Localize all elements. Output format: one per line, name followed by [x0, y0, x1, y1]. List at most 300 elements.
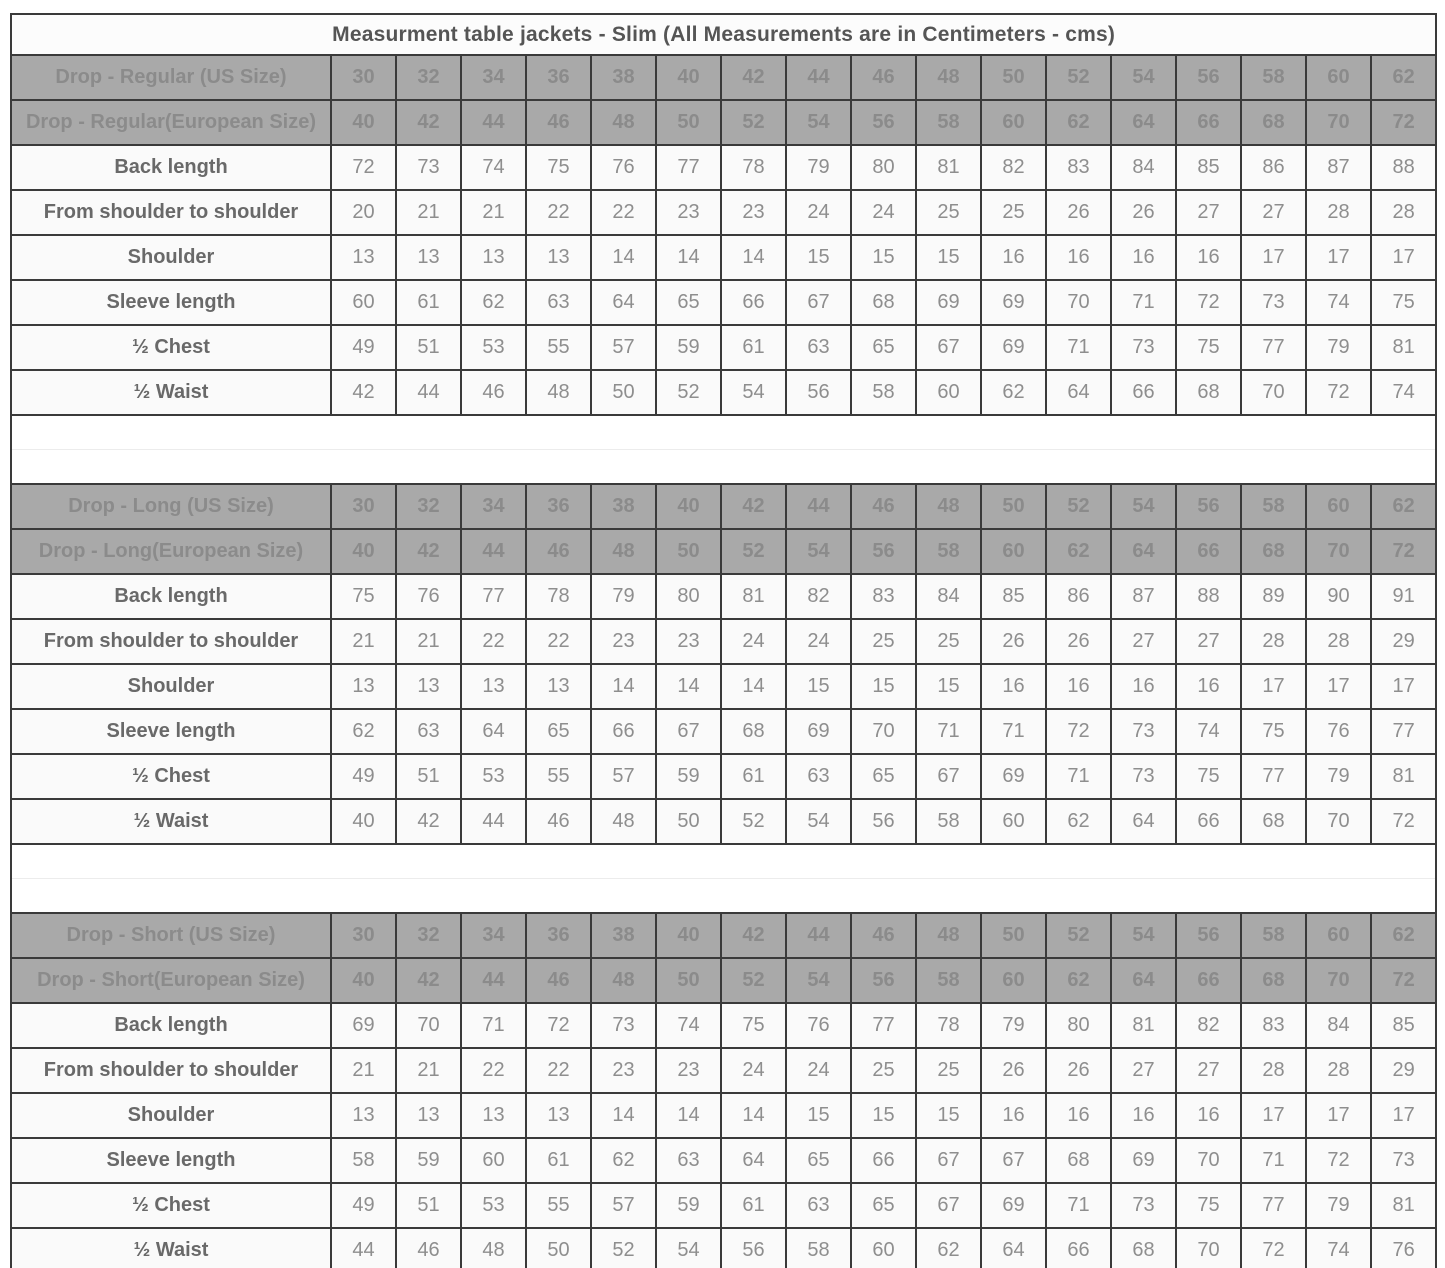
measurement-row: [11, 1138, 1436, 1183]
size-header-cell: 54: [786, 100, 851, 145]
measurement-value-cell: 55: [526, 1183, 591, 1228]
size-header-cell: 42: [721, 484, 786, 529]
size-header-cell: 48: [916, 484, 981, 529]
measurement-value-cell: 75: [526, 145, 591, 190]
measurement-value-cell: 66: [721, 280, 786, 325]
measurement-row-label: Back length: [11, 574, 331, 619]
measurement-value-cell: 22: [526, 619, 591, 664]
measurement-value-cell: 70: [1306, 799, 1371, 844]
measurement-row: [11, 235, 1436, 280]
measurement-value-cell: 72: [1241, 1228, 1306, 1268]
measurement-value-cell: 56: [721, 1228, 786, 1268]
measurement-value-cell: 74: [1371, 370, 1436, 415]
measurement-value-cell: 81: [721, 574, 786, 619]
size-header-cell: 42: [396, 958, 461, 1003]
measurement-value-cell: 16: [1046, 664, 1111, 709]
measurement-row: [11, 754, 1436, 799]
measurement-value-cell: 77: [1241, 754, 1306, 799]
measurement-value-cell: 61: [526, 1138, 591, 1183]
measurement-value-cell: 62: [1046, 799, 1111, 844]
measurement-value-cell: 13: [396, 235, 461, 280]
measurement-value-cell: 27: [1111, 1048, 1176, 1093]
measurement-value-cell: 81: [1371, 1183, 1436, 1228]
measurement-value-cell: 65: [786, 1138, 851, 1183]
measurement-value-cell: 61: [721, 325, 786, 370]
measurement-value-cell: 17: [1371, 664, 1436, 709]
measurement-value-cell: 13: [331, 235, 396, 280]
size-header-cell: 50: [656, 529, 721, 574]
measurement-value-cell: 17: [1371, 1093, 1436, 1138]
size-header-cell: 50: [981, 55, 1046, 100]
size-header-cell: 50: [656, 100, 721, 145]
measurement-value-cell: 52: [591, 1228, 656, 1268]
measurement-value-cell: 67: [786, 280, 851, 325]
size-header-cell: 54: [1111, 913, 1176, 958]
measurement-value-cell: 66: [1176, 799, 1241, 844]
measurement-value-cell: 49: [331, 754, 396, 799]
measurement-value-cell: 21: [396, 619, 461, 664]
measurement-value-cell: 57: [591, 754, 656, 799]
section-gap-row: [11, 450, 1436, 485]
measurement-value-cell: 70: [851, 709, 916, 754]
measurement-row: [11, 799, 1436, 844]
measurement-value-cell: 15: [851, 1093, 916, 1138]
size-header-cell: 62: [1046, 529, 1111, 574]
measurement-value-cell: 85: [1371, 1003, 1436, 1048]
measurement-value-cell: 55: [526, 325, 591, 370]
measurement-value-cell: 88: [1371, 145, 1436, 190]
size-header-cell: 58: [916, 529, 981, 574]
measurement-value-cell: 42: [396, 799, 461, 844]
measurement-value-cell: 72: [1306, 370, 1371, 415]
measurement-row: [11, 1003, 1436, 1048]
measurement-value-cell: 77: [656, 145, 721, 190]
measurement-row-label: ½ Waist: [11, 370, 331, 415]
measurement-value-cell: 16: [981, 1093, 1046, 1138]
measurement-value-cell: 57: [591, 1183, 656, 1228]
size-header-cell: 40: [331, 529, 396, 574]
measurement-value-cell: 50: [526, 1228, 591, 1268]
size-header-cell: 66: [1176, 958, 1241, 1003]
section-gap-row: [11, 844, 1436, 879]
measurement-value-cell: 14: [656, 664, 721, 709]
size-header-cell: 68: [1241, 100, 1306, 145]
measurement-value-cell: 61: [721, 1183, 786, 1228]
measurement-value-cell: 29: [1371, 619, 1436, 664]
measurement-value-cell: 14: [591, 235, 656, 280]
size-header-cell: 46: [851, 913, 916, 958]
table-title-row: [11, 14, 1436, 55]
size-header-cell: 62: [1371, 55, 1436, 100]
measurement-value-cell: 17: [1241, 1093, 1306, 1138]
measurement-value-cell: 65: [656, 280, 721, 325]
size-header-cell: 50: [981, 484, 1046, 529]
measurement-value-cell: 84: [916, 574, 981, 619]
measurement-value-cell: 81: [1371, 754, 1436, 799]
measurement-row-label: ½ Waist: [11, 1228, 331, 1268]
section-gap: [11, 415, 1436, 450]
measurement-value-cell: 22: [526, 190, 591, 235]
measurement-value-cell: 22: [461, 619, 526, 664]
measurement-value-cell: 13: [396, 1093, 461, 1138]
measurement-row: [11, 709, 1436, 754]
measurement-value-cell: 16: [1111, 1093, 1176, 1138]
measurement-value-cell: 13: [461, 235, 526, 280]
measurement-value-cell: 63: [786, 1183, 851, 1228]
measurement-value-cell: 46: [461, 370, 526, 415]
measurement-value-cell: 71: [1046, 1183, 1111, 1228]
measurement-value-cell: 69: [981, 280, 1046, 325]
size-header-cell: 40: [331, 958, 396, 1003]
size-header-cell: 72: [1371, 529, 1436, 574]
measurement-row: [11, 1048, 1436, 1093]
measurement-value-cell: 27: [1176, 1048, 1241, 1093]
measurement-value-cell: 24: [786, 190, 851, 235]
size-header-cell: 64: [1111, 958, 1176, 1003]
measurement-value-cell: 72: [331, 145, 396, 190]
measurement-value-cell: 65: [526, 709, 591, 754]
size-header-cell: 58: [1241, 913, 1306, 958]
measurement-value-cell: 60: [916, 370, 981, 415]
size-header-cell: 42: [396, 529, 461, 574]
measurement-value-cell: 44: [331, 1228, 396, 1268]
size-header-cell: 64: [1111, 100, 1176, 145]
size-header-cell: 40: [656, 55, 721, 100]
measurement-value-cell: 25: [851, 1048, 916, 1093]
section-header-label: Drop - Regular(European Size): [11, 100, 331, 145]
measurement-value-cell: 15: [786, 235, 851, 280]
size-header-cell: 62: [1371, 484, 1436, 529]
measurement-value-cell: 66: [851, 1138, 916, 1183]
size-header-cell: 58: [1241, 484, 1306, 529]
measurement-value-cell: 68: [1046, 1138, 1111, 1183]
measurement-value-cell: 73: [1111, 709, 1176, 754]
measurement-row-label: ½ Chest: [11, 754, 331, 799]
measurement-value-cell: 44: [396, 370, 461, 415]
size-header-cell: 60: [1306, 55, 1371, 100]
measurement-value-cell: 85: [981, 574, 1046, 619]
size-header-cell: 32: [396, 913, 461, 958]
size-header-cell: 40: [656, 484, 721, 529]
measurement-value-cell: 25: [981, 190, 1046, 235]
size-header-cell: 64: [1111, 529, 1176, 574]
measurement-value-cell: 56: [786, 370, 851, 415]
measurement-value-cell: 68: [721, 709, 786, 754]
size-header-cell: 56: [851, 529, 916, 574]
section-header-label: Drop - Long(European Size): [11, 529, 331, 574]
measurement-value-cell: 16: [1046, 235, 1111, 280]
size-header-cell: 54: [786, 958, 851, 1003]
size-header-cell: 32: [396, 55, 461, 100]
measurement-value-cell: 23: [656, 190, 721, 235]
measurement-value-cell: 63: [786, 754, 851, 799]
size-header-cell: 48: [591, 958, 656, 1003]
measurement-value-cell: 50: [591, 370, 656, 415]
measurement-value-cell: 69: [331, 1003, 396, 1048]
measurement-value-cell: 52: [656, 370, 721, 415]
measurement-row: [11, 1183, 1436, 1228]
measurement-value-cell: 71: [461, 1003, 526, 1048]
measurement-row-label: Back length: [11, 1003, 331, 1048]
size-header-cell: 38: [591, 55, 656, 100]
section-gap-row: [11, 879, 1436, 914]
measurement-value-cell: 70: [1241, 370, 1306, 415]
measurement-value-cell: 46: [526, 799, 591, 844]
measurement-value-cell: 91: [1371, 574, 1436, 619]
measurement-row-label: Sleeve length: [11, 280, 331, 325]
measurement-value-cell: 66: [1046, 1228, 1111, 1268]
measurement-value-cell: 61: [396, 280, 461, 325]
measurement-value-cell: 17: [1371, 235, 1436, 280]
measurement-row: [11, 280, 1436, 325]
measurement-value-cell: 13: [396, 664, 461, 709]
measurement-value-cell: 46: [396, 1228, 461, 1268]
measurement-value-cell: 61: [721, 754, 786, 799]
size-header-cell: 30: [331, 484, 396, 529]
measurement-row: [11, 325, 1436, 370]
measurement-value-cell: 23: [591, 619, 656, 664]
measurement-value-cell: 49: [331, 325, 396, 370]
measurement-value-cell: 89: [1241, 574, 1306, 619]
measurement-row-label: Shoulder: [11, 235, 331, 280]
measurement-row: [11, 1228, 1436, 1268]
measurement-value-cell: 21: [396, 1048, 461, 1093]
measurement-value-cell: 24: [786, 1048, 851, 1093]
measurement-value-cell: 74: [461, 145, 526, 190]
measurement-value-cell: 67: [916, 1183, 981, 1228]
measurement-value-cell: 24: [721, 1048, 786, 1093]
measurement-value-cell: 65: [851, 754, 916, 799]
size-header-cell: 60: [1306, 913, 1371, 958]
measurement-value-cell: 42: [331, 370, 396, 415]
measurement-value-cell: 72: [1306, 1138, 1371, 1183]
measurement-row-label: From shoulder to shoulder: [11, 1048, 331, 1093]
measurement-value-cell: 84: [1306, 1003, 1371, 1048]
measurement-value-cell: 67: [916, 1138, 981, 1183]
size-header-cell: 34: [461, 55, 526, 100]
size-header-cell: 70: [1306, 100, 1371, 145]
measurement-value-cell: 87: [1306, 145, 1371, 190]
measurement-value-cell: 65: [851, 1183, 916, 1228]
measurement-value-cell: 15: [851, 235, 916, 280]
measurement-value-cell: 87: [1111, 574, 1176, 619]
measurement-value-cell: 80: [1046, 1003, 1111, 1048]
measurement-row-label: ½ Waist: [11, 799, 331, 844]
measurement-value-cell: 77: [461, 574, 526, 619]
measurement-value-cell: 28: [1306, 619, 1371, 664]
measurement-value-cell: 71: [1111, 280, 1176, 325]
size-header-cell: 66: [1176, 100, 1241, 145]
measurement-value-cell: 64: [721, 1138, 786, 1183]
measurement-value-cell: 15: [786, 1093, 851, 1138]
size-header-cell: 56: [851, 958, 916, 1003]
section-header-row: [11, 913, 1436, 958]
measurement-row-label: Shoulder: [11, 1093, 331, 1138]
section-gap-row: [11, 415, 1436, 450]
measurement-value-cell: 60: [331, 280, 396, 325]
measurement-value-cell: 62: [331, 709, 396, 754]
size-header-cell: 48: [591, 529, 656, 574]
measurement-value-cell: 58: [851, 370, 916, 415]
measurement-value-cell: 68: [1176, 370, 1241, 415]
size-header-cell: 68: [1241, 958, 1306, 1003]
measurement-value-cell: 63: [396, 709, 461, 754]
measurement-value-cell: 48: [591, 799, 656, 844]
measurement-row-label: ½ Chest: [11, 1183, 331, 1228]
size-header-cell: 46: [851, 55, 916, 100]
size-header-cell: 60: [1306, 484, 1371, 529]
measurement-value-cell: 54: [656, 1228, 721, 1268]
size-header-cell: 30: [331, 55, 396, 100]
measurement-value-cell: 23: [656, 619, 721, 664]
measurement-value-cell: 64: [981, 1228, 1046, 1268]
size-header-cell: 52: [1046, 913, 1111, 958]
size-header-cell: 46: [526, 100, 591, 145]
size-header-cell: 48: [916, 55, 981, 100]
measurement-value-cell: 73: [1111, 325, 1176, 370]
measurement-value-cell: 16: [1046, 1093, 1111, 1138]
measurement-value-cell: 78: [721, 145, 786, 190]
measurement-value-cell: 51: [396, 754, 461, 799]
measurement-value-cell: 79: [1306, 325, 1371, 370]
measurement-table-body: [11, 14, 1436, 1268]
size-header-cell: 52: [721, 529, 786, 574]
measurement-value-cell: 53: [461, 325, 526, 370]
measurement-value-cell: 24: [851, 190, 916, 235]
measurement-value-cell: 85: [1176, 145, 1241, 190]
measurement-value-cell: 78: [526, 574, 591, 619]
measurement-value-cell: 22: [526, 1048, 591, 1093]
measurement-value-cell: 88: [1176, 574, 1241, 619]
measurement-row-label: Sleeve length: [11, 1138, 331, 1183]
measurement-value-cell: 17: [1306, 664, 1371, 709]
measurement-value-cell: 75: [1176, 1183, 1241, 1228]
measurement-value-cell: 72: [1176, 280, 1241, 325]
measurement-value-cell: 77: [851, 1003, 916, 1048]
size-header-cell: 72: [1371, 958, 1436, 1003]
size-header-cell: 32: [396, 484, 461, 529]
measurement-value-cell: 21: [396, 190, 461, 235]
measurement-value-cell: 81: [1111, 1003, 1176, 1048]
measurement-value-cell: 64: [591, 280, 656, 325]
measurement-value-cell: 16: [981, 664, 1046, 709]
size-header-cell: 50: [656, 958, 721, 1003]
measurement-value-cell: 67: [916, 754, 981, 799]
measurement-value-cell: 58: [786, 1228, 851, 1268]
size-header-cell: 70: [1306, 529, 1371, 574]
size-header-cell: 62: [1371, 913, 1436, 958]
measurement-table: [10, 13, 1437, 1268]
measurement-row: [11, 664, 1436, 709]
measurement-value-cell: 80: [656, 574, 721, 619]
measurement-value-cell: 26: [981, 1048, 1046, 1093]
measurement-value-cell: 64: [461, 709, 526, 754]
measurement-value-cell: 82: [981, 145, 1046, 190]
measurement-value-cell: 14: [721, 235, 786, 280]
measurement-value-cell: 13: [331, 664, 396, 709]
measurement-value-cell: 76: [1306, 709, 1371, 754]
measurement-value-cell: 28: [1241, 619, 1306, 664]
section-header-row: [11, 958, 1436, 1003]
measurement-value-cell: 90: [1306, 574, 1371, 619]
measurement-value-cell: 40: [331, 799, 396, 844]
measurement-value-cell: 75: [1241, 709, 1306, 754]
measurement-value-cell: 15: [916, 235, 981, 280]
size-header-cell: 36: [526, 484, 591, 529]
measurement-value-cell: 76: [396, 574, 461, 619]
size-header-cell: 56: [1176, 913, 1241, 958]
measurement-value-cell: 16: [1111, 235, 1176, 280]
size-header-cell: 60: [981, 529, 1046, 574]
measurement-value-cell: 51: [396, 1183, 461, 1228]
measurement-value-cell: 60: [981, 799, 1046, 844]
measurement-value-cell: 63: [786, 325, 851, 370]
measurement-row-label: ½ Chest: [11, 325, 331, 370]
measurement-value-cell: 14: [656, 235, 721, 280]
size-header-cell: 52: [1046, 55, 1111, 100]
measurement-value-cell: 71: [981, 709, 1046, 754]
measurement-value-cell: 27: [1176, 190, 1241, 235]
measurement-value-cell: 16: [1176, 1093, 1241, 1138]
size-header-cell: 38: [591, 484, 656, 529]
measurement-value-cell: 72: [1046, 709, 1111, 754]
measurement-value-cell: 27: [1241, 190, 1306, 235]
measurement-value-cell: 13: [461, 1093, 526, 1138]
measurement-value-cell: 48: [526, 370, 591, 415]
measurement-value-cell: 82: [786, 574, 851, 619]
measurement-value-cell: 70: [1176, 1138, 1241, 1183]
measurement-value-cell: 74: [1306, 280, 1371, 325]
measurement-value-cell: 15: [786, 664, 851, 709]
measurement-value-cell: 83: [1241, 1003, 1306, 1048]
measurement-value-cell: 75: [331, 574, 396, 619]
measurement-row-label: From shoulder to shoulder: [11, 619, 331, 664]
measurement-value-cell: 28: [1371, 190, 1436, 235]
measurement-value-cell: 73: [1371, 1138, 1436, 1183]
measurement-value-cell: 79: [981, 1003, 1046, 1048]
measurement-value-cell: 79: [1306, 754, 1371, 799]
size-header-cell: 54: [1111, 484, 1176, 529]
size-header-cell: 62: [1046, 100, 1111, 145]
measurement-value-cell: 21: [331, 619, 396, 664]
measurement-row: [11, 1093, 1436, 1138]
measurement-value-cell: 28: [1241, 1048, 1306, 1093]
measurement-value-cell: 20: [331, 190, 396, 235]
section-header-label: Drop - Regular (US Size): [11, 55, 331, 100]
size-header-cell: 70: [1306, 958, 1371, 1003]
measurement-row-label: Back length: [11, 145, 331, 190]
size-header-cell: 56: [1176, 55, 1241, 100]
size-header-cell: 58: [916, 100, 981, 145]
measurement-value-cell: 69: [981, 325, 1046, 370]
measurement-value-cell: 22: [461, 1048, 526, 1093]
section-header-row: [11, 484, 1436, 529]
measurement-value-cell: 67: [656, 709, 721, 754]
measurement-value-cell: 21: [461, 190, 526, 235]
size-header-cell: 44: [786, 484, 851, 529]
measurement-value-cell: 75: [1176, 325, 1241, 370]
measurement-value-cell: 69: [916, 280, 981, 325]
measurement-value-cell: 71: [1241, 1138, 1306, 1183]
measurement-value-cell: 54: [721, 370, 786, 415]
measurement-value-cell: 48: [461, 1228, 526, 1268]
measurement-value-cell: 53: [461, 1183, 526, 1228]
measurement-value-cell: 59: [656, 325, 721, 370]
measurement-value-cell: 16: [1176, 664, 1241, 709]
size-header-cell: 44: [461, 529, 526, 574]
size-header-cell: 38: [591, 913, 656, 958]
measurement-value-cell: 25: [916, 1048, 981, 1093]
